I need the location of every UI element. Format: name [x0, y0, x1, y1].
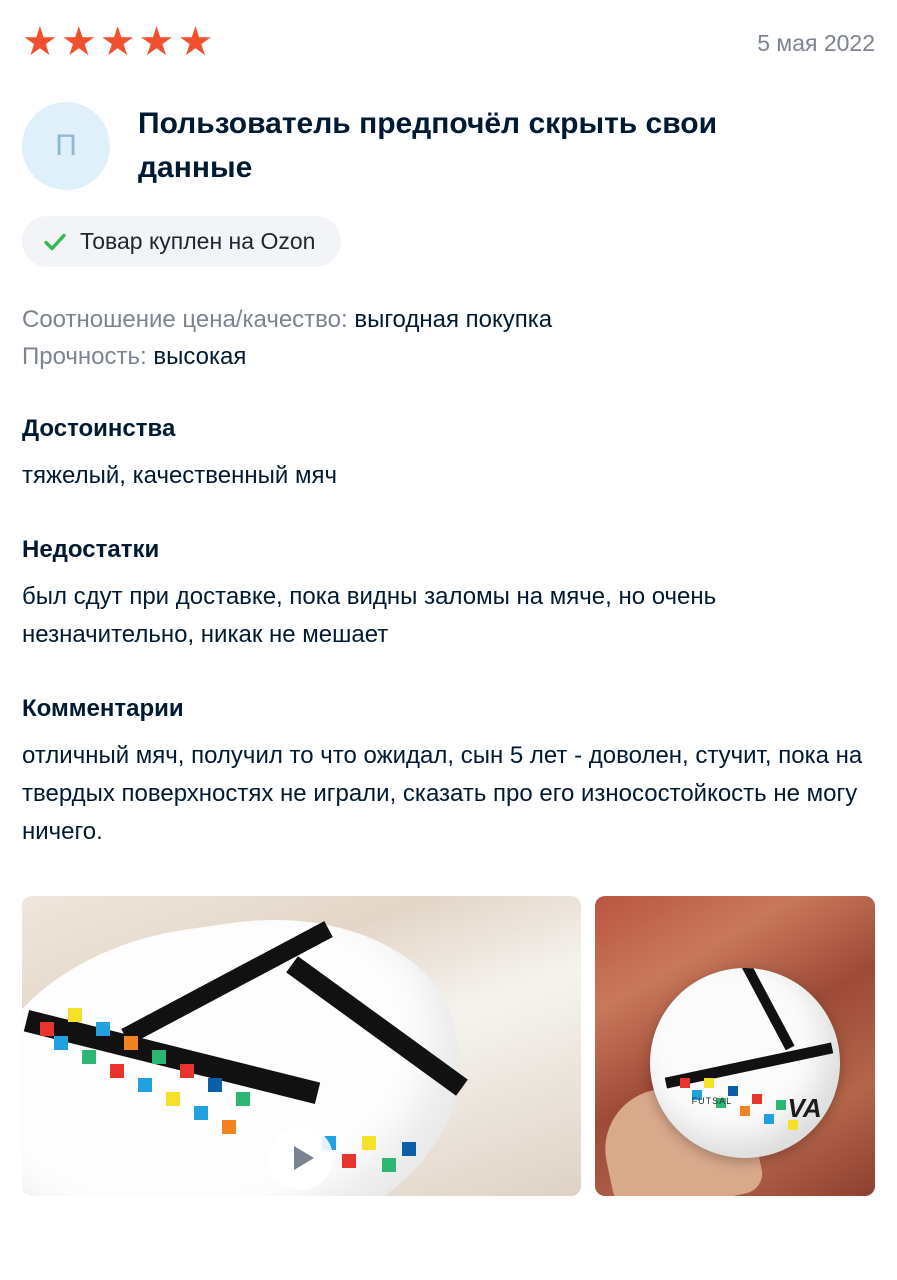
section-title: Комментарии [22, 694, 184, 722]
section-body: тяжелый, качественный мяч [22, 462, 337, 490]
play-icon[interactable] [269, 1126, 333, 1190]
attribute-key: Прочность: [22, 343, 147, 371]
pixel-pattern [40, 1022, 54, 1036]
pixel-pattern [124, 1036, 138, 1050]
review-video-thumbnail[interactable] [22, 896, 581, 1196]
attribute-row [22, 301, 875, 338]
review-photo-thumbnail[interactable] [595, 896, 875, 1196]
review-attributes [22, 301, 875, 375]
star-icon-2: ★ [60, 20, 97, 64]
pixel-pattern [96, 1022, 110, 1036]
pixel-pattern [166, 1092, 180, 1106]
star-icon-4: ★ [138, 20, 175, 64]
attribute-key: Соотношение цена/качество: [22, 306, 348, 333]
photo-thumbnail-image [595, 896, 875, 1196]
review-header [22, 22, 875, 66]
pixel-pattern [680, 1078, 690, 1088]
attribute-value: высокая [153, 343, 247, 371]
ball-graphic [650, 968, 840, 1158]
pixel-pattern [740, 1106, 750, 1116]
rating-stars [22, 22, 213, 62]
pixel-pattern [180, 1064, 194, 1078]
review-section-pros [22, 415, 875, 495]
check-icon [42, 229, 68, 255]
pixel-pattern [728, 1086, 738, 1096]
pixel-pattern [704, 1078, 714, 1088]
pixel-pattern [208, 1078, 222, 1092]
review-author [22, 102, 875, 190]
pixel-pattern [54, 1036, 68, 1050]
pixel-pattern [402, 1142, 416, 1156]
pixel-pattern [752, 1094, 762, 1104]
review-section-cons [22, 536, 875, 655]
attribute-row [22, 338, 875, 375]
author-name: Пользователь предпочёл скрыть свои данные [138, 107, 718, 184]
pixel-pattern [382, 1158, 396, 1172]
pixel-pattern [152, 1050, 166, 1064]
pixel-pattern [764, 1114, 774, 1124]
ball-logo-text: VA [787, 1092, 822, 1123]
review-section-comments [22, 695, 875, 852]
attribute-value: выгодная покупка [354, 306, 553, 333]
review-media-gallery [22, 896, 875, 1196]
pixel-pattern [68, 1008, 82, 1022]
pixel-pattern [236, 1092, 250, 1106]
star-icon-5: ★ [177, 20, 214, 64]
ball-brand-text: FUTSAL [691, 1095, 733, 1106]
pixel-pattern [110, 1064, 124, 1078]
pixel-pattern [776, 1100, 786, 1110]
pixel-pattern [82, 1050, 96, 1064]
section-body: был сдут при доставке, пока видны заломы на мяче, но очень незначительно, никак не мешает [22, 582, 717, 649]
status-badge [22, 216, 341, 267]
avatar: П [22, 102, 110, 190]
section-body: отличный мяч, получил то что ожидал, сын 5 лет - доволен, стучит, пока на твердых поверхностях не играли, сказать про его износостойкость не могу ничего. [22, 741, 863, 846]
pixel-pattern [194, 1106, 208, 1120]
star-icon-1: ★ [22, 20, 58, 64]
video-thumbnail-image [22, 896, 581, 1196]
review-date: 5 мая 2022 [757, 30, 875, 56]
pixel-pattern [138, 1078, 152, 1092]
ball-seam [729, 968, 794, 1050]
section-title: Недостатки [22, 535, 160, 563]
pixel-pattern [342, 1154, 356, 1168]
status-badge-label: Товар куплен на Ozon [80, 228, 316, 254]
section-title: Достоинства [22, 415, 176, 443]
star-icon-3: ★ [99, 20, 136, 64]
pixel-pattern [222, 1120, 236, 1134]
pixel-pattern [362, 1136, 376, 1150]
